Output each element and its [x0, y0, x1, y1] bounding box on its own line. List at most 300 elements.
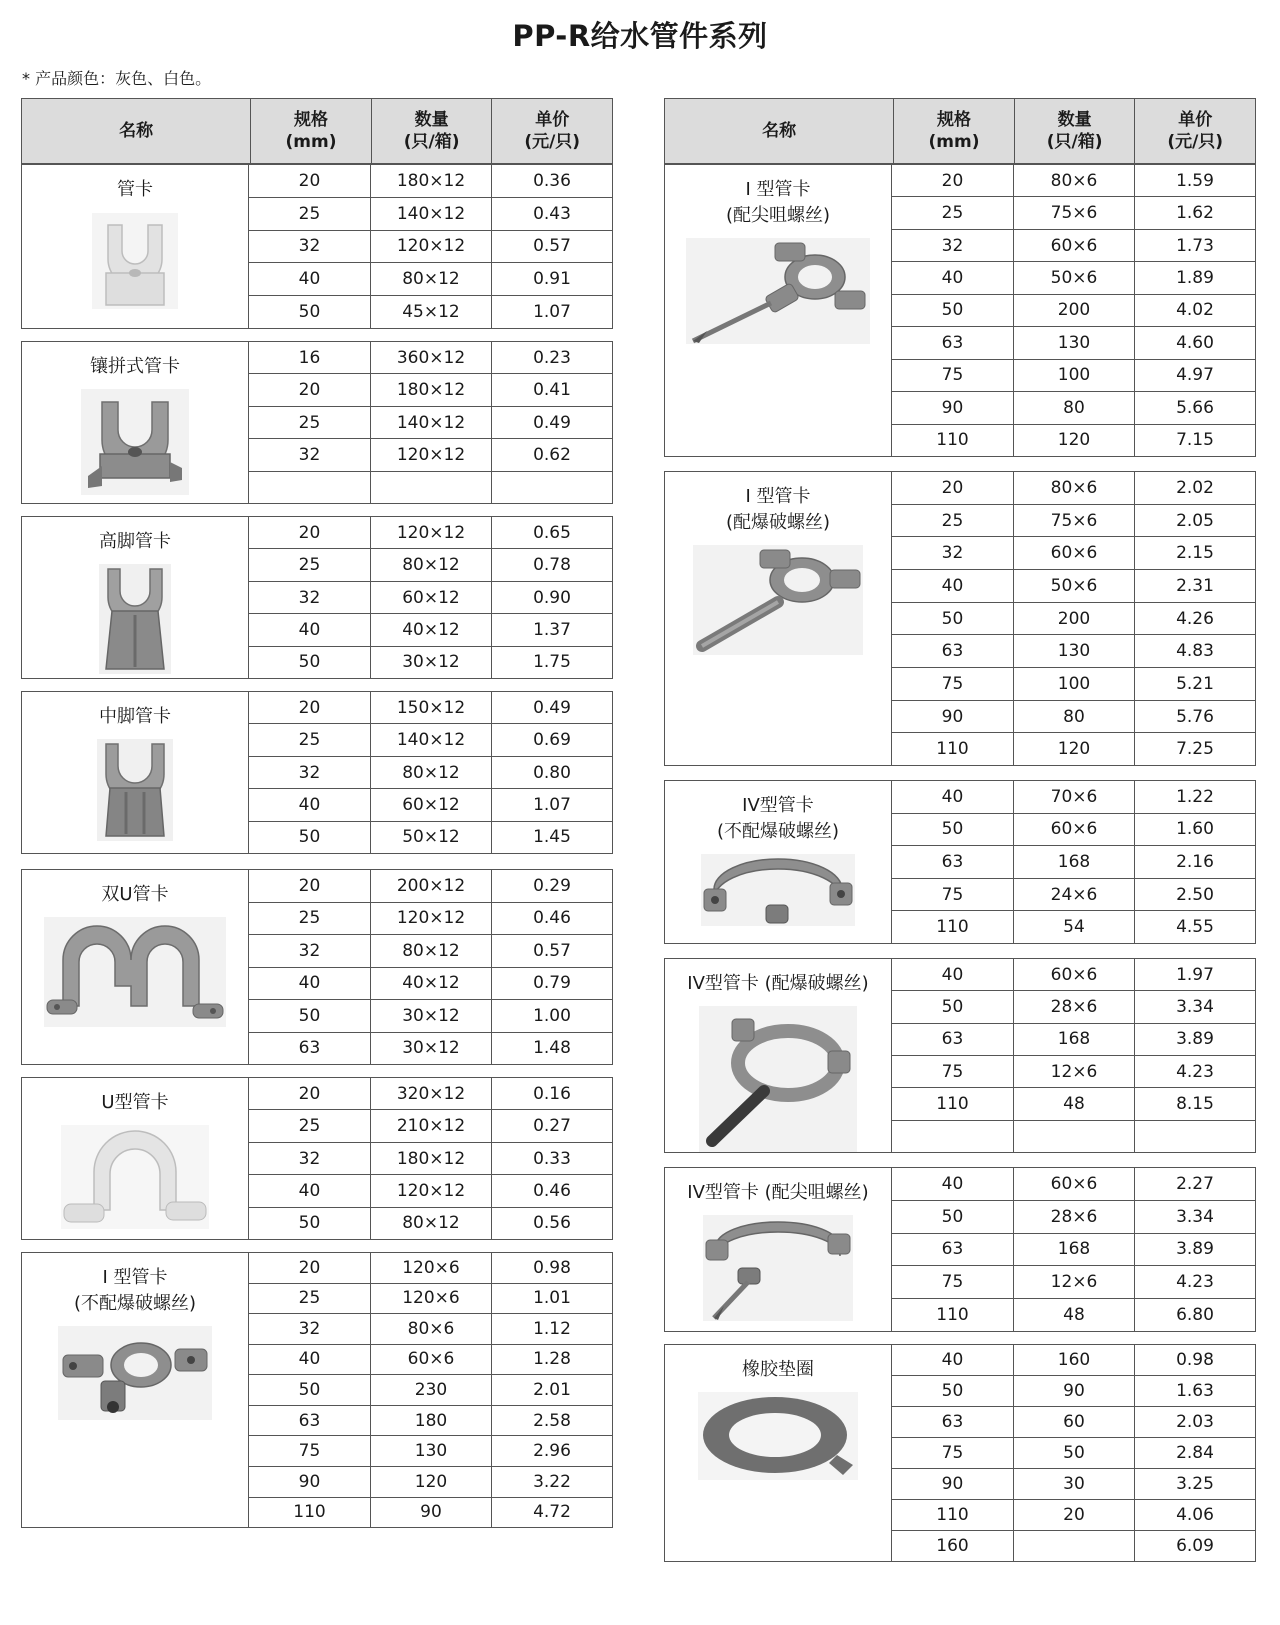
spec-cell: 32	[298, 1148, 321, 1169]
price-cell: 2.01	[491, 1375, 612, 1405]
quantity-cell: 28×6	[1013, 1201, 1134, 1233]
table-row	[892, 1298, 1255, 1331]
quantity-cell: 100	[1013, 360, 1134, 391]
spec-cell: 50	[941, 996, 964, 1017]
table-row	[892, 1375, 1255, 1406]
table-row	[892, 536, 1255, 569]
product-name-cell	[665, 959, 892, 1152]
spec-cell: 25	[298, 412, 321, 433]
product-group	[21, 1077, 613, 1240]
price-cell: 2.02	[1134, 472, 1255, 504]
price-cell: 2.16	[1134, 846, 1255, 878]
quantity-cell: 80×12	[370, 263, 491, 295]
spec-rows	[892, 472, 1255, 765]
spec-cell: 16	[298, 347, 321, 368]
table-row	[892, 196, 1255, 228]
spec-cell: 50	[298, 1005, 321, 1026]
table-row	[249, 999, 612, 1032]
header-qty-label: 数量	[414, 109, 449, 130]
table-row	[249, 1109, 612, 1141]
price-cell: 1.07	[491, 296, 612, 328]
table-row	[892, 1023, 1255, 1055]
price-cell: 0.62	[491, 439, 612, 470]
product-group	[21, 691, 613, 854]
spec-cell: 25	[298, 555, 321, 576]
price-cell: 0.27	[491, 1110, 612, 1141]
header-qty	[371, 99, 492, 163]
price-cell: 2.27	[1134, 1168, 1255, 1200]
spec-cell: 20	[298, 522, 321, 543]
spec-cell: 75	[298, 1441, 321, 1462]
product-name-cell	[22, 1078, 249, 1239]
table-row	[249, 1344, 612, 1375]
quantity-cell: 120×12	[370, 903, 491, 935]
quantity-cell: 200×12	[370, 870, 491, 902]
rubber-gasket-icon	[697, 1391, 859, 1485]
spec-rows	[249, 692, 612, 853]
price-cell: 8.15	[1134, 1088, 1255, 1119]
header-price	[491, 99, 612, 163]
quantity-cell: 12×6	[1013, 1266, 1134, 1298]
table-row	[892, 1437, 1255, 1468]
spec-cell: 63	[298, 1410, 321, 1431]
quantity-cell: 168	[1013, 846, 1134, 878]
spec-cell: 90	[941, 1474, 964, 1494]
table-row	[249, 373, 612, 405]
quantity-cell	[1013, 1121, 1134, 1152]
table-row	[892, 229, 1255, 261]
quantity-cell: 60×12	[370, 789, 491, 820]
price-cell: 6.80	[1134, 1299, 1255, 1331]
spec-cell: 110	[936, 1305, 969, 1326]
price-cell: 0.36	[491, 165, 612, 197]
quantity-cell: 40×12	[370, 968, 491, 1000]
quantity-cell: 320×12	[370, 1078, 491, 1109]
product-name: U型管卡	[101, 1092, 169, 1113]
price-cell: 1.89	[1134, 262, 1255, 293]
product-name: I 型管卡 (不配爆破螺丝)	[73, 1267, 197, 1315]
table-row	[892, 261, 1255, 293]
header-spec	[893, 99, 1014, 163]
header-spec-unit: (mm)	[928, 132, 980, 152]
spec-cell: 40	[298, 794, 321, 815]
quantity-cell: 28×6	[1013, 991, 1134, 1022]
spec-rows	[892, 1168, 1255, 1331]
table-row	[892, 326, 1255, 358]
table-row	[892, 391, 1255, 423]
product-group	[21, 516, 613, 679]
quantity-cell: 120×12	[370, 1175, 491, 1206]
quantity-cell: 130	[1013, 635, 1134, 667]
product-group	[21, 341, 613, 504]
table-row	[892, 424, 1255, 456]
price-cell: 7.15	[1134, 425, 1255, 456]
table-row	[249, 756, 612, 788]
left-price-table	[21, 98, 613, 1528]
quantity-cell: 60×6	[1013, 814, 1134, 846]
price-cell: 1.37	[491, 614, 612, 645]
price-cell: 0.46	[491, 903, 612, 935]
quantity-cell	[370, 472, 491, 503]
price-cell: 1.07	[491, 789, 612, 820]
quantity-cell: 160	[1013, 1345, 1134, 1375]
spec-cell: 32	[298, 444, 321, 465]
table-row	[892, 1055, 1255, 1087]
spec-rows	[892, 781, 1255, 943]
quantity-cell: 180×12	[370, 1143, 491, 1174]
spec-cell: 40	[298, 973, 321, 994]
price-cell: 1.12	[491, 1314, 612, 1344]
spec-cell: 32	[941, 543, 964, 564]
quantity-cell: 120	[370, 1467, 491, 1497]
quantity-cell: 75×6	[1013, 197, 1134, 228]
quantity-cell: 120×6	[370, 1284, 491, 1314]
price-cell: 2.15	[1134, 537, 1255, 569]
spec-cell: 63	[941, 332, 964, 353]
product-name-cell	[22, 1253, 249, 1527]
table-row	[892, 1120, 1255, 1152]
spec-cell: 40	[941, 1173, 964, 1194]
price-cell: 4.02	[1134, 295, 1255, 326]
table-row	[249, 406, 612, 438]
price-cell: 5.76	[1134, 701, 1255, 733]
product-group	[664, 1344, 1256, 1562]
quantity-cell: 50×6	[1013, 262, 1134, 293]
header-price-unit: (元/只)	[524, 132, 581, 152]
quantity-cell: 168	[1013, 1234, 1134, 1266]
price-cell: 0.91	[491, 263, 612, 295]
quantity-cell: 360×12	[370, 342, 491, 373]
price-cell: 4.06	[1134, 1500, 1255, 1530]
spec-cell: 50	[941, 300, 964, 321]
spec-rows	[249, 165, 612, 328]
spec-cell: 110	[936, 1505, 969, 1525]
spec-cell: 32	[941, 235, 964, 256]
spec-cell: 110	[936, 739, 969, 760]
spec-cell: 63	[941, 1029, 964, 1050]
spec-cell: 20	[941, 477, 964, 498]
price-cell: 4.23	[1134, 1266, 1255, 1298]
product-name: 中脚管卡	[99, 706, 171, 727]
quantity-cell: 80×6	[1013, 472, 1134, 504]
price-cell: 0.79	[491, 968, 612, 1000]
spec-cell: 32	[298, 762, 321, 783]
product-name: 镶拼式管卡	[90, 356, 180, 377]
product-name: 管卡	[117, 179, 153, 200]
quantity-cell: 80×12	[370, 549, 491, 580]
product-name-cell	[22, 165, 249, 328]
spec-cell: 75	[941, 884, 964, 905]
spec-cell: 20	[941, 170, 964, 191]
table-row	[892, 959, 1255, 990]
spec-cell: 25	[298, 908, 321, 929]
price-cell: 0.90	[491, 582, 612, 613]
header-spec-label: 规格	[294, 109, 329, 130]
price-cell: 3.89	[1134, 1234, 1255, 1266]
price-cell: 0.46	[491, 1175, 612, 1206]
spec-rows	[892, 165, 1255, 456]
table-row	[249, 1207, 612, 1239]
spec-cell: 20	[298, 697, 321, 718]
spec-cell: 20	[298, 875, 321, 896]
price-cell: 0.57	[491, 935, 612, 967]
i-clip-no-bolt-icon	[57, 1325, 213, 1425]
price-cell: 1.60	[1134, 814, 1255, 846]
table-row	[892, 781, 1255, 813]
table-row	[249, 692, 612, 723]
product-name: 高脚管卡	[99, 531, 171, 552]
quantity-cell: 60×6	[370, 1345, 491, 1375]
price-cell: 4.72	[491, 1498, 612, 1528]
table-row	[249, 1032, 612, 1065]
table-row	[892, 813, 1255, 846]
color-note: * 产品颜色：灰色、白色。	[22, 69, 212, 88]
product-name-cell	[665, 472, 892, 765]
table-row	[249, 230, 612, 263]
quantity-cell: 120×6	[370, 1253, 491, 1283]
table-row	[892, 294, 1255, 326]
price-cell: 4.26	[1134, 603, 1255, 635]
quantity-cell: 90	[370, 1498, 491, 1528]
header-spec	[250, 99, 371, 163]
price-cell: 1.22	[1134, 781, 1255, 813]
product-name-cell	[665, 1168, 892, 1331]
table-row	[892, 569, 1255, 602]
header-price	[1134, 99, 1255, 163]
price-cell: 3.34	[1134, 1201, 1255, 1233]
table-row	[249, 1374, 612, 1405]
price-cell: 1.62	[1134, 197, 1255, 228]
price-cell: 0.23	[491, 342, 612, 373]
price-cell: 0.41	[491, 374, 612, 405]
price-cell: 4.23	[1134, 1056, 1255, 1087]
spec-cell: 75	[941, 1443, 964, 1463]
spec-cell: 110	[936, 1093, 969, 1114]
quantity-cell: 70×6	[1013, 781, 1134, 813]
quantity-cell: 75×6	[1013, 505, 1134, 537]
spec-cell: 75	[941, 1061, 964, 1082]
i-clip-pointed-screw-icon	[685, 237, 871, 349]
spec-rows	[892, 1345, 1255, 1561]
price-cell: 3.34	[1134, 991, 1255, 1022]
quantity-cell: 120	[1013, 733, 1134, 765]
table-row	[892, 1087, 1255, 1119]
quantity-cell: 140×12	[370, 198, 491, 230]
quantity-cell	[1013, 1531, 1134, 1561]
product-group	[664, 958, 1256, 1153]
table-row	[892, 359, 1255, 391]
table-row	[249, 295, 612, 328]
price-cell: 0.29	[491, 870, 612, 902]
table-row	[249, 548, 612, 580]
spec-cell: 50	[298, 302, 321, 323]
table-row	[249, 1405, 612, 1436]
spec-cell: 25	[298, 1116, 321, 1137]
header-qty	[1014, 99, 1135, 163]
spec-cell: 20	[298, 1257, 321, 1278]
table-row	[892, 165, 1255, 196]
table-row	[249, 646, 612, 678]
gray-interlocking-clip-icon	[80, 388, 190, 500]
quantity-cell: 60×6	[1013, 1168, 1134, 1200]
spec-cell: 90	[298, 1471, 321, 1492]
product-name: IV型管卡 (不配爆破螺丝)	[716, 795, 840, 843]
table-row	[892, 1265, 1255, 1298]
product-name: IV型管卡 (配爆破螺丝)	[687, 973, 869, 994]
table-row	[892, 990, 1255, 1022]
price-cell	[491, 472, 612, 503]
header-name	[665, 99, 893, 163]
spec-rows	[892, 959, 1255, 1152]
spec-cell: 20	[298, 1083, 321, 1104]
quantity-cell: 120×12	[370, 517, 491, 548]
table-row	[249, 438, 612, 470]
spec-rows	[249, 517, 612, 678]
spec-cell: 50	[941, 819, 964, 840]
price-cell: 3.22	[491, 1467, 612, 1497]
quantity-cell: 130	[370, 1436, 491, 1466]
spec-cell: 32	[298, 587, 321, 608]
quantity-cell: 60×6	[1013, 959, 1134, 990]
quantity-cell: 50×6	[1013, 570, 1134, 602]
spec-cell: 50	[941, 1206, 964, 1227]
spec-cell: 32	[298, 236, 321, 257]
price-cell: 1.00	[491, 1000, 612, 1032]
spec-cell: 90	[941, 706, 964, 727]
price-cell: 0.16	[491, 1078, 612, 1109]
quantity-cell: 90	[1013, 1376, 1134, 1406]
product-group	[21, 869, 613, 1065]
product-name-cell	[665, 1345, 892, 1561]
quantity-cell: 50×12	[370, 822, 491, 853]
price-cell: 4.55	[1134, 911, 1255, 943]
quantity-cell: 30	[1013, 1469, 1134, 1499]
spec-rows	[249, 1253, 612, 1527]
header-spec-label: 规格	[937, 109, 972, 130]
quantity-cell: 30×12	[370, 1000, 491, 1032]
header-name-label: 名称	[119, 120, 154, 141]
spec-cell: 90	[941, 397, 964, 418]
white-pipe-clip-icon	[90, 211, 180, 315]
table-row	[892, 878, 1255, 911]
spec-cell: 110	[293, 1502, 326, 1523]
quantity-cell: 140×12	[370, 407, 491, 438]
spec-cell: 40	[298, 1180, 321, 1201]
spec-cell: 25	[298, 203, 321, 224]
table-row	[892, 732, 1255, 765]
spec-cell: 63	[941, 641, 964, 662]
price-cell: 5.66	[1134, 392, 1255, 423]
spec-cell: 50	[941, 1381, 964, 1401]
spec-cell: 25	[298, 1288, 321, 1309]
price-cell: 2.31	[1134, 570, 1255, 602]
price-cell: 4.60	[1134, 327, 1255, 358]
spec-rows	[249, 342, 612, 503]
table-row	[249, 1313, 612, 1344]
spec-cell: 25	[941, 510, 964, 531]
price-cell: 4.83	[1134, 635, 1255, 667]
double-u-clip-icon	[43, 916, 227, 1032]
table-row	[892, 700, 1255, 733]
spec-cell: 50	[298, 827, 321, 848]
iv-clip-expansion-bolt-icon	[698, 1005, 858, 1157]
spec-cell: 75	[941, 365, 964, 386]
price-cell: 0.80	[491, 757, 612, 788]
table-row	[892, 634, 1255, 667]
price-cell: 0.49	[491, 692, 612, 723]
quantity-cell: 54	[1013, 911, 1134, 943]
spec-cell: 160	[936, 1536, 969, 1556]
header-name	[22, 99, 250, 163]
price-cell: 1.63	[1134, 1376, 1255, 1406]
table-row	[249, 197, 612, 230]
quantity-cell: 50	[1013, 1438, 1134, 1468]
table-row	[892, 1530, 1255, 1561]
spec-cell: 63	[298, 1038, 321, 1059]
quantity-cell: 120×12	[370, 439, 491, 470]
spec-cell: 25	[941, 203, 964, 224]
table-row	[892, 1406, 1255, 1437]
price-cell: 0.49	[491, 407, 612, 438]
header-qty-unit: (只/箱)	[403, 132, 460, 152]
price-cell: 6.09	[1134, 1531, 1255, 1561]
u-clip-icon	[60, 1124, 210, 1234]
table-row	[249, 1174, 612, 1206]
price-cell: 5.21	[1134, 668, 1255, 700]
quantity-cell: 140×12	[370, 724, 491, 755]
table-row	[892, 1499, 1255, 1530]
quantity-cell: 230	[370, 1375, 491, 1405]
table-row	[249, 581, 612, 613]
quantity-cell: 45×12	[370, 296, 491, 328]
spec-cell: 75	[941, 1272, 964, 1293]
spec-cell: 20	[298, 380, 321, 401]
product-group	[664, 780, 1256, 944]
quantity-cell: 200	[1013, 295, 1134, 326]
table-row	[892, 845, 1255, 878]
spec-cell: 50	[941, 608, 964, 629]
product-name: I 型管卡 (配爆破螺丝)	[725, 486, 831, 534]
quantity-cell: 48	[1013, 1088, 1134, 1119]
quantity-cell: 30×12	[370, 647, 491, 678]
quantity-cell: 20	[1013, 1500, 1134, 1530]
table-row	[249, 870, 612, 902]
table-row	[892, 1233, 1255, 1266]
table-row	[249, 902, 612, 935]
table-row	[892, 1200, 1255, 1233]
table-row	[249, 934, 612, 967]
price-cell: 0.98	[491, 1253, 612, 1283]
quantity-cell: 130	[1013, 327, 1134, 358]
quantity-cell: 80	[1013, 701, 1134, 733]
product-name-cell	[665, 165, 892, 456]
price-cell: 1.48	[491, 1033, 612, 1065]
product-group	[664, 164, 1256, 457]
quantity-cell: 80×12	[370, 935, 491, 967]
table-row	[892, 602, 1255, 635]
tall-leg-clip-icon	[98, 563, 172, 679]
i-clip-expansion-bolt-icon	[692, 544, 864, 660]
quantity-cell: 80×6	[1013, 165, 1134, 196]
product-name-cell	[22, 517, 249, 678]
table-row	[249, 821, 612, 853]
price-cell: 4.97	[1134, 360, 1255, 391]
quantity-cell: 168	[1013, 1024, 1134, 1055]
spec-cell: 63	[941, 1412, 964, 1432]
table-row	[249, 1283, 612, 1314]
quantity-cell: 120×12	[370, 231, 491, 263]
table-row	[892, 910, 1255, 943]
